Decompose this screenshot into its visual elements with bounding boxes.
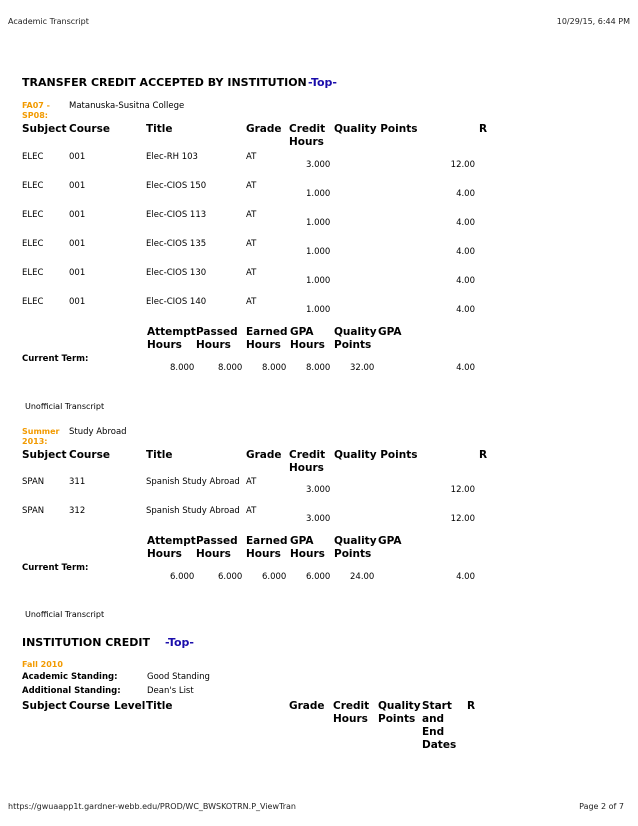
summary-gpa-hours: 6.000 [306, 572, 331, 582]
summary-header-passed [196, 326, 238, 352]
cell-title: Elec-CIOS 140 [146, 297, 207, 307]
credit-line-2: Hours [289, 136, 324, 148]
attempt-line-1: Attempt [147, 326, 196, 338]
cell-course: 312 [69, 506, 86, 516]
cell-grade: AT [246, 477, 257, 487]
section-title-transfer: TRANSFER CREDIT ACCEPTED BY INSTITUTION [22, 76, 307, 89]
summary-quality-points: 32.00 [350, 363, 375, 373]
col-header-grade: Grade [289, 700, 325, 712]
cell-quality: 12.00 [450, 485, 475, 495]
cell-title: Elec-RH 103 [146, 152, 198, 162]
attempt-line-1: Attempt [147, 535, 196, 547]
cell-quality: 4.00 [456, 189, 475, 199]
col-header-title: Title [146, 449, 173, 461]
cell-credit: 3.000 [306, 514, 331, 524]
cell-credit: 1.000 [306, 276, 331, 286]
cell-course: 001 [69, 268, 86, 278]
attempt-line-2: Hours [147, 339, 182, 351]
attempt-line-2: Hours [147, 548, 182, 560]
col-header-course: Course [69, 700, 110, 712]
cell-title: Elec-CIOS 135 [146, 239, 207, 249]
qp-line-1: Quality [334, 535, 377, 547]
term-line-2: SP08: [22, 111, 48, 120]
dates-line-3: End [422, 726, 445, 738]
col-header-subject: Subject [22, 123, 67, 135]
academic-standing-value: Good Standing [147, 672, 210, 682]
summary-earned: 6.000 [262, 572, 287, 582]
cell-course: 001 [69, 239, 86, 249]
cell-quality: 12.00 [450, 160, 475, 170]
col-header-r: R [479, 123, 488, 135]
col-header-subject: Subject [22, 449, 67, 461]
summary-header-gpa: GPA [378, 326, 402, 338]
cell-credit: 3.000 [306, 485, 331, 495]
earned-line-2: Hours [246, 548, 281, 560]
col-header-course: Course [69, 123, 110, 135]
cell-quality: 12.00 [450, 514, 475, 524]
qp-line-2: Points [334, 339, 372, 351]
cell-subject: ELEC [22, 297, 44, 307]
col-header-course: Course [69, 449, 110, 461]
cell-credit: 1.000 [306, 247, 331, 257]
col-header-level: Level [114, 700, 146, 712]
cell-course: 311 [69, 477, 86, 487]
summary-header-passed [196, 535, 238, 561]
earned-line-1: Earned [246, 326, 288, 338]
dates-line-1: Start [422, 700, 452, 712]
summary-header-attempt [147, 326, 196, 352]
summary-header-earned [246, 535, 288, 561]
summary-header-earned [246, 326, 288, 352]
cell-subject: ELEC [22, 210, 44, 220]
cell-grade: AT [246, 506, 257, 516]
quality-line-2: Points [378, 713, 416, 725]
cell-course: 001 [69, 181, 86, 191]
cell-quality: 4.00 [456, 218, 475, 228]
col-header-r: R [479, 449, 488, 461]
credit-line-2: Hours [289, 462, 324, 474]
passed-line-1: Passed [196, 535, 238, 547]
summary-header-gpa-hours [290, 326, 325, 352]
cell-title: Spanish Study Abroad [146, 477, 240, 487]
term-line-1: Summer [22, 427, 60, 436]
col-header-title: Title [146, 700, 173, 712]
earned-line-2: Hours [246, 339, 281, 351]
summary-header-gpa-hours [290, 535, 325, 561]
additional-standing-label: Additional Standing: [22, 686, 121, 696]
cell-credit: 1.000 [306, 218, 331, 228]
earned-line-1: Earned [246, 535, 288, 547]
top-link-transfer[interactable]: -Top- [308, 76, 337, 89]
summary-gpa: 4.00 [456, 572, 475, 582]
cell-title: Elec-CIOS 113 [146, 210, 207, 220]
summary-gpa: 4.00 [456, 363, 475, 373]
cell-grade: AT [246, 239, 257, 249]
cell-grade: AT [246, 268, 257, 278]
credit-line-2: Hours [333, 713, 368, 725]
quality-line-1: Quality [378, 700, 421, 712]
page-header-title: Academic Transcript [8, 17, 89, 26]
cell-subject: ELEC [22, 268, 44, 278]
cell-subject: ELEC [22, 181, 44, 191]
current-term-label: Current Term: [22, 354, 89, 364]
cell-grade: AT [246, 181, 257, 191]
footer-url[interactable]: https://gwuaapp1t.gardner-webb.edu/PROD/WC_BWSKOTRN.P_ViewTran [8, 802, 296, 811]
section-title-institution: INSTITUTION CREDIT [22, 636, 151, 649]
cell-quality: 4.00 [456, 276, 475, 286]
qp-line-2: Points [334, 548, 372, 560]
term-label-1 [22, 101, 50, 121]
qp-line-1: Quality [334, 326, 377, 338]
credit-line-1: Credit [333, 700, 370, 712]
gpa-hours-line-1: GPA [290, 535, 314, 547]
summary-attempt: 6.000 [170, 572, 195, 582]
term-line-2: 2013: [22, 437, 48, 446]
credit-line-1: Credit [289, 123, 326, 135]
col-header-quality-points: Quality Points [334, 449, 418, 461]
col-header-credit-hours [289, 449, 325, 475]
cell-grade: AT [246, 297, 257, 307]
cell-course: 001 [69, 152, 86, 162]
unofficial-transcript-note: Unofficial Transcript [25, 610, 105, 619]
top-link-institution[interactable]: -Top- [165, 636, 194, 649]
cell-subject: ELEC [22, 239, 44, 249]
cell-credit: 1.000 [306, 305, 331, 315]
col-header-quality-points [378, 700, 421, 726]
summary-earned: 8.000 [262, 363, 287, 373]
cell-subject: SPAN [22, 477, 45, 487]
institution-name-2: Study Abroad [69, 427, 127, 437]
summary-header-quality-points [334, 326, 377, 352]
col-header-credit-hours [333, 700, 369, 726]
cell-credit: 3.000 [306, 160, 331, 170]
current-term-label: Current Term: [22, 563, 89, 573]
cell-quality: 4.00 [456, 305, 475, 315]
academic-standing-label: Academic Standing: [22, 672, 118, 682]
footer-page-number: Page 2 of 7 [579, 802, 624, 811]
col-header-quality-points: Quality Points [334, 123, 418, 135]
col-header-credit-hours [289, 123, 325, 149]
cell-grade: AT [246, 210, 257, 220]
summary-attempt: 8.000 [170, 363, 195, 373]
summary-passed: 8.000 [218, 363, 243, 373]
term-line-1: FA07 - [22, 101, 50, 110]
page-header-datetime: 10/29/15, 6:44 PM [556, 17, 630, 26]
cell-subject: SPAN [22, 506, 45, 516]
passed-line-2: Hours [196, 339, 231, 351]
gpa-hours-line-1: GPA [290, 326, 314, 338]
cell-title: Elec-CIOS 150 [146, 181, 207, 191]
cell-course: 001 [69, 210, 86, 220]
col-header-subject: Subject [22, 700, 67, 712]
col-header-r: R [467, 700, 476, 712]
summary-quality-points: 24.00 [350, 572, 375, 582]
dates-line-4: Dates [422, 739, 457, 751]
cell-course: 001 [69, 297, 86, 307]
cell-subject: ELEC [22, 152, 44, 162]
dates-line-2: and [422, 713, 445, 725]
col-header-grade: Grade [246, 123, 282, 135]
gpa-hours-line-2: Hours [290, 339, 325, 351]
credit-line-1: Credit [289, 449, 326, 461]
unofficial-transcript-note: Unofficial Transcript [25, 402, 105, 411]
col-header-grade: Grade [246, 449, 282, 461]
institution-name-1: Matanuska-Susitna College [69, 101, 185, 111]
term-label-2 [22, 427, 60, 447]
cell-title: Spanish Study Abroad [146, 506, 240, 516]
summary-header-gpa: GPA [378, 535, 402, 547]
col-header-title: Title [146, 123, 173, 135]
institution-term: Fall 2010 [22, 660, 63, 669]
col-header-start-end-dates [422, 700, 456, 752]
cell-credit: 1.000 [306, 189, 331, 199]
cell-grade: AT [246, 152, 257, 162]
additional-standing-value: Dean's List [147, 686, 194, 696]
gpa-hours-line-2: Hours [290, 548, 325, 560]
summary-header-quality-points [334, 535, 377, 561]
summary-gpa-hours: 8.000 [306, 363, 331, 373]
cell-quality: 4.00 [456, 247, 475, 257]
summary-header-attempt [147, 535, 196, 561]
passed-line-2: Hours [196, 548, 231, 560]
passed-line-1: Passed [196, 326, 238, 338]
summary-passed: 6.000 [218, 572, 243, 582]
cell-title: Elec-CIOS 130 [146, 268, 207, 278]
